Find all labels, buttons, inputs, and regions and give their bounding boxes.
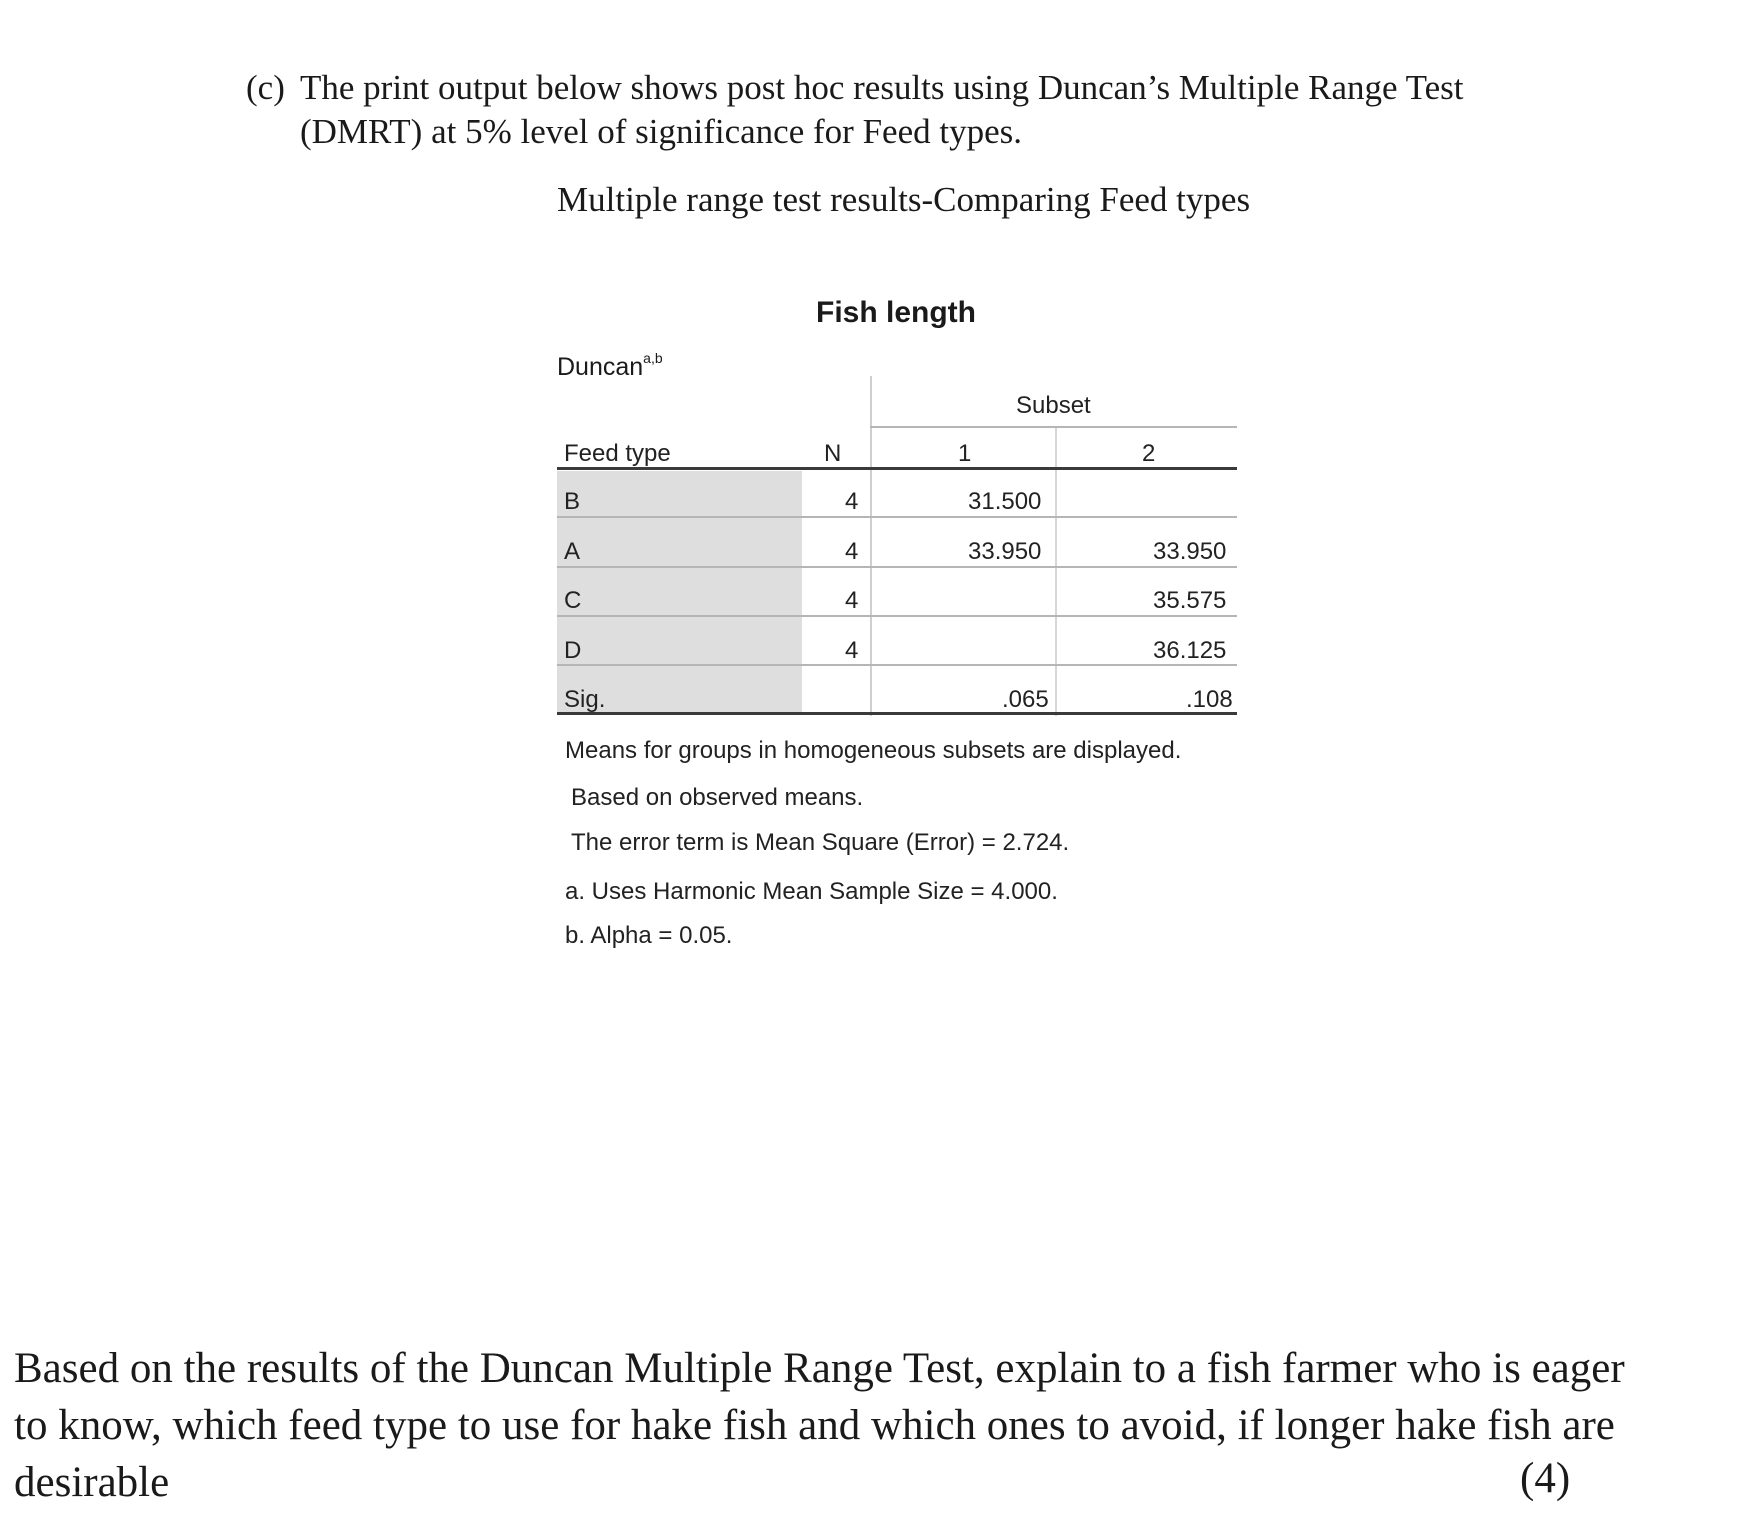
divider-subset1-subset2 — [1055, 428, 1057, 716]
task-line2: to know, which feed type to use for hake fish and which ones to avoid, if longer hake fish are — [14, 1402, 1615, 1449]
row-n-value: 4 — [845, 538, 859, 565]
header-subset-2: 2 — [1142, 440, 1156, 467]
row-n-value: 4 — [845, 587, 859, 614]
row-label-shading — [557, 471, 802, 715]
footnote-b: b. Alpha = 0.05. — [565, 922, 733, 949]
sig-subset2-value: .108 — [1186, 686, 1233, 713]
row-subset1-value: 33.950 — [968, 538, 1042, 565]
sig-label: Sig. — [564, 686, 606, 713]
sig-subset1-value: .065 — [1002, 686, 1049, 713]
row-feed-label: A — [564, 538, 581, 565]
row-divider — [557, 615, 1237, 617]
row-divider — [557, 664, 1237, 666]
method-name: Duncan — [557, 353, 644, 381]
method-label — [557, 350, 663, 382]
table-bottom-rule — [557, 712, 1237, 715]
task-line3: desirable — [14, 1459, 170, 1506]
table-title: Fish length — [816, 296, 976, 329]
row-n-value: 4 — [845, 488, 859, 515]
question-text-line1: The print output below shows post hoc results using Duncan’s Multiple Range Test — [300, 68, 1464, 107]
row-subset2-value: 36.125 — [1153, 637, 1227, 664]
row-divider — [557, 516, 1237, 518]
row-feed-label: D — [564, 637, 582, 664]
footnote-error-term: The error term is Mean Square (Error) = 2.724. — [571, 829, 1070, 856]
row-feed-label: C — [564, 587, 582, 614]
row-n-value: 4 — [845, 637, 859, 664]
header-feed-type: Feed type — [564, 440, 671, 467]
header-n: N — [824, 440, 842, 467]
row-feed-label: B — [564, 488, 581, 515]
method-superscript: a,b — [643, 350, 663, 366]
row-divider — [557, 566, 1237, 568]
footnote-homogeneous: Means for groups in homogeneous subsets are displayed. — [565, 737, 1182, 764]
subset-header-rule — [870, 426, 1237, 428]
header-subset-1: 1 — [958, 440, 972, 467]
footnote-observed-means: Based on observed means. — [571, 784, 864, 811]
row-subset2-value: 35.575 — [1153, 587, 1227, 614]
footnote-a: a. Uses Harmonic Mean Sample Size = 4.000. — [565, 878, 1058, 905]
task-prompt — [14, 1340, 1736, 1511]
marks-allocation: (4) — [1520, 1455, 1571, 1502]
task-line1: Based on the results of the Duncan Multiple Range Test, explain to a fish farmer who is eager — [14, 1345, 1625, 1392]
subset-header: Subset — [1016, 392, 1091, 419]
question-text-line2: (DMRT) at 5% level of significance for Feed types. — [300, 112, 1022, 151]
row-subset1-value: 31.500 — [968, 488, 1042, 515]
table-caption: Multiple range test results-Comparing Feed types — [557, 180, 1251, 219]
row-subset2-value: 33.950 — [1153, 538, 1227, 565]
question-label: (c) — [246, 68, 285, 107]
